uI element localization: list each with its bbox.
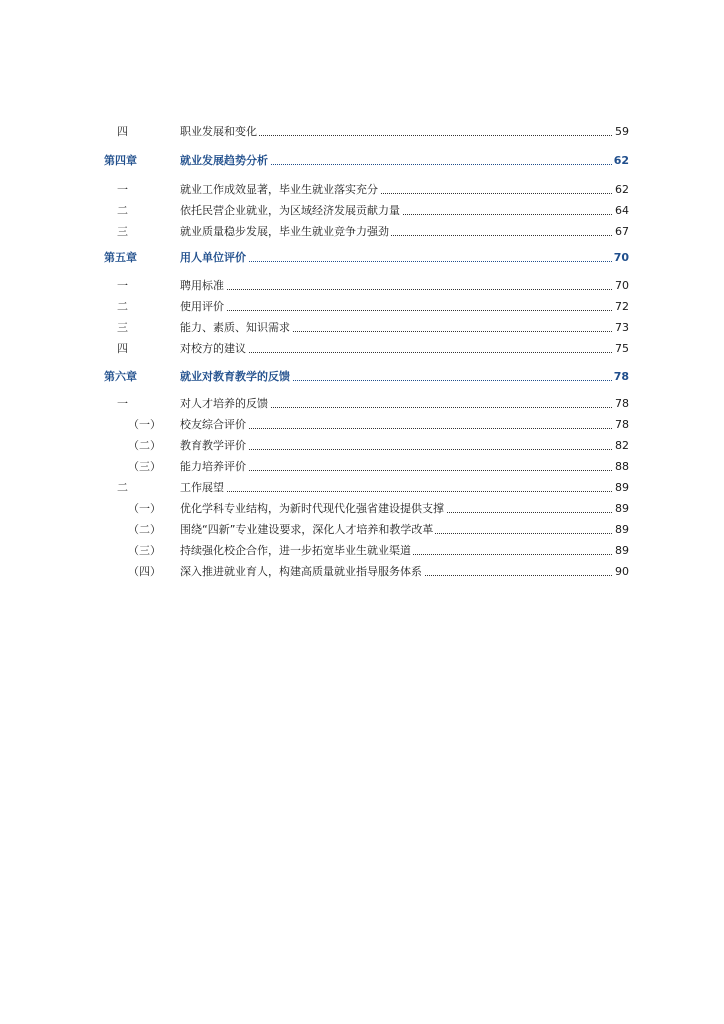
toc-entry[interactable] [0,297,724,317]
toc-entry[interactable] [0,201,724,221]
toc-entry-page: 72 [613,297,629,317]
toc-leader [180,491,612,492]
toc-entry-number: 三 [117,321,128,334]
toc-subentry[interactable] [0,499,724,519]
toc-subentry[interactable] [0,520,724,540]
toc-subentry-page: 90 [613,562,629,582]
toc-entry-number: 三 [117,225,128,238]
toc-entry-page: 89 [613,478,629,498]
toc-subentry-title: 持续强化校企合作，进一步拓宽毕业生就业渠道 [180,541,413,561]
toc-subentry-page: 89 [613,541,629,561]
toc-entry-number: 一 [117,279,128,292]
toc-entry[interactable] [0,122,724,142]
toc-entry-title: 就业工作成效显著，毕业生就业落实充分 [180,180,380,200]
toc-entry[interactable] [0,339,724,359]
toc-entry-title: 职业发展和变化 [180,122,259,142]
toc-entry[interactable] [0,222,724,242]
toc-entry-number: 二 [117,300,128,313]
toc-entry-page: 78 [613,394,629,414]
toc-subentry-number: （一） [128,418,161,431]
toc-entry-page: 73 [613,318,629,338]
toc-entry-title: 对校方的建议 [180,339,248,359]
toc-entry[interactable] [0,478,724,498]
toc-entry-title: 聘用标准 [180,276,226,296]
toc-subentry-number: （三） [128,460,161,473]
toc-entry-title: 工作展望 [180,478,226,498]
toc-subentry[interactable] [0,562,724,582]
toc-subentry-page: 89 [613,520,629,540]
toc-leader [180,310,612,311]
toc-entry-page: 64 [613,201,629,221]
toc-subentry[interactable] [0,415,724,435]
toc-subentry-title: 教育教学评价 [180,436,248,456]
toc-entry-number: 四 [117,342,128,355]
toc-entry-title: 对人才培养的反馈 [180,394,270,414]
toc-entry-number: 二 [117,204,128,217]
toc-entry-title: 使用评价 [180,297,226,317]
toc-subentry-number: （二） [128,439,161,452]
toc-subentry-page: 82 [613,436,629,456]
toc-chapter-number: 第六章 [104,370,137,383]
toc-chapter-title: 用人单位评价 [180,248,248,268]
toc-subentry-page: 78 [613,415,629,435]
toc-entry-number: 一 [117,397,128,410]
toc-entry-title: 能力、素质、知识需求 [180,318,292,338]
toc-chapter-number: 第四章 [104,154,137,167]
toc-entry-number: 一 [117,183,128,196]
toc-chapter-page: 70 [612,248,629,268]
toc-subentry-number: （四） [128,565,161,578]
toc-entry-page: 70 [613,276,629,296]
toc-subentry-page: 88 [613,457,629,477]
toc-subentry-number: （一） [128,502,161,515]
toc-entry-number: 二 [117,481,128,494]
toc-entry-page: 62 [613,180,629,200]
toc-entry[interactable] [0,276,724,296]
toc-subentry-number: （二） [128,523,161,536]
toc-subentry-page: 89 [613,499,629,519]
toc-chapter-number: 第五章 [104,251,137,264]
toc-subentry[interactable] [0,541,724,561]
toc-chapter-page: 62 [612,151,629,171]
toc-subentry-title: 能力培养评价 [180,457,248,477]
toc-subentry-title: 优化学科专业结构，为新时代现代化强省建设提供支撑 [180,499,446,519]
toc-chapter-title: 就业发展趋势分析 [180,151,270,171]
toc-subentry-title: 校友综合评价 [180,415,248,435]
toc-subentry[interactable] [0,436,724,456]
toc-chapter-entry[interactable] [0,367,724,387]
toc-subentry-title: 深入推进就业育人，构建高质量就业指导服务体系 [180,562,424,582]
toc-subentry-number: （三） [128,544,161,557]
toc-chapter-page: 78 [612,367,629,387]
toc-entry-page: 59 [613,122,629,142]
toc-leader [180,289,612,290]
toc-subentry-title: 围绕“四新”专业建设要求，深化人才培养和教学改革 [180,520,435,540]
toc-entry-page: 75 [613,339,629,359]
toc-entry-page: 67 [613,222,629,242]
toc-chapter-title: 就业对教育教学的反馈 [180,367,292,387]
toc-entry-number: 四 [117,125,128,138]
toc-entry-title: 依托民营企业就业，为区域经济发展贡献力量 [180,201,402,221]
toc-entry-title: 就业质量稳步发展，毕业生就业竞争力强劲 [180,222,391,242]
toc-entry[interactable] [0,180,724,200]
toc-chapter-entry[interactable] [0,151,724,171]
toc-chapter-entry[interactable] [0,248,724,268]
toc-entry[interactable] [0,318,724,338]
toc-subentry[interactable] [0,457,724,477]
toc-entry[interactable] [0,394,724,414]
